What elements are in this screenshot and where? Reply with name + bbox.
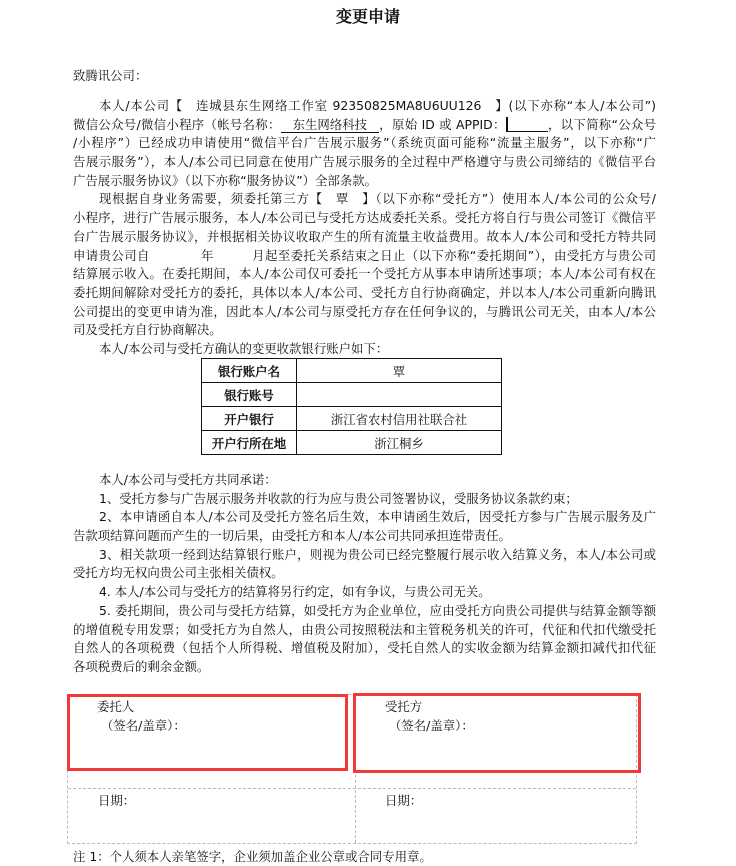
- agent-label: 受托方: [385, 699, 423, 714]
- commitment-line: 4. 本人/本公司与受托方的结算将另行约定，如有争议，与贵公司无关。: [99, 584, 491, 600]
- p2-line: 委托期间解除对受托方的委托，具体以本人/本公司、受托方自行协商确定，并以本人/本公司重新向腾讯: [73, 284, 656, 300]
- table-row: [202, 359, 502, 383]
- p2-line: 小程序，进行广告展示服务，本人/本公司已与受托方达成委托关系。受托方将自行与贵公司签订《微信平: [73, 210, 656, 226]
- p2-line: 现根据自身业务需要，须委托第三方【 覃 】（以下亦称“受托方”）使用本人/本公司的公众号/: [99, 191, 656, 207]
- commitment-line: 2、本申请函自本人/本公司及受托方签名后生效，本申请函生效后，因受托方参与广告展示服务及广: [99, 509, 656, 525]
- p2-line: 司及受托方自行协商解决。: [73, 322, 222, 338]
- commitment-line: 本人/本公司与受托方共同承诺：: [99, 472, 277, 487]
- appid-field[interactable]: [506, 117, 548, 132]
- footnote: 注 1：个人须本人亲笔签字，企业须加盖企业公章或合同专用章。: [73, 849, 432, 864]
- commitment-line: 3、相关款项一经到达结算银行账户，则视为贵公司已经完整履行展示收入结算义务，本人/本公司或: [99, 546, 656, 562]
- bank-intro: 本人/本公司与受托方确认的变更收款银行账户如下：: [99, 340, 389, 356]
- p2-line: 申请贵公司自 年 月起至委托关系结束之日止（以下亦称“委托期间”），由受托方与贵公司: [73, 247, 656, 263]
- salutation: 致腾讯公司：: [73, 68, 148, 83]
- agent-date-field[interactable]: 日期：: [385, 793, 423, 808]
- row-label: 银行账号: [202, 383, 297, 407]
- row-label: 开户行所在地: [202, 431, 297, 455]
- commitment-line: 受托方均无权向贵公司主张相关债权。: [73, 565, 284, 581]
- p1-line: 广告展示服务协议》（以下亦称“服务协议”）全部条款。: [73, 172, 378, 188]
- p2-line: 结算展示收入。在委托期间，本人/本公司仅可委托一个受托方从事本申请所述事项；本人/本公司有权在: [73, 266, 656, 282]
- p2-line: 公司提出的变更申请为准，因此本人/本公司与原受托方存在任何争议的，与腾讯公司无关，由本人/本公: [73, 303, 656, 319]
- p1-line: 告展示服务”），本人/本公司已同意在使用广告展示服务的全过程中严格遵守与贵公司缔结的《微信平台: [73, 154, 656, 170]
- commitment-line: 1、受托方参与广告展示服务并收款的行为应与贵公司签署协议，受服务协议条款约束；: [99, 490, 578, 506]
- principal-date-field[interactable]: 日期：: [98, 793, 136, 808]
- table-row: [202, 407, 502, 431]
- p1-line: 本人/本公司【 连城县东生网络工作室 92350825MA8U6UU126 】(以下亦称“本人/本公司”): [99, 98, 656, 113]
- commitment-line: 告款项结算问题而产生的一切后果，由受托方和本人/本公司共同承担连带责任。: [73, 528, 511, 544]
- commitment-line: 自然人的各项税费（包括个人所得税、增值税及附加），受托自然人的实收金额为结算金额扣减代扣代征: [73, 640, 656, 656]
- application-body: [73, 97, 656, 359]
- p1-line: 微信公众号/微信小程序（帐号名称： 东生网络科技 ，原始 ID 或 APPID： ，以下简称“公众号: [73, 116, 656, 132]
- grid-divider: [68, 788, 636, 789]
- table-row: [202, 383, 502, 407]
- principal-signature-field[interactable]: （签名/盖章）：: [101, 718, 186, 733]
- page-title: 变更申请: [335, 7, 400, 26]
- commitment-line: 5. 委托期间，贵公司与受托方结算，如受托方为企业单位，应由受托方向贵公司提供与结算金额等额: [99, 602, 656, 618]
- row-value: 浙江桐乡: [297, 431, 502, 455]
- commitment-line: 各项税费后的剩余金额。: [73, 658, 210, 674]
- row-value: 覃: [297, 359, 502, 383]
- commitment-line: 的增值税专用发票；如受托方为自然人，由贵公司按照税法和主管税务机关的许可，代征和代扣代缴受托: [73, 621, 656, 637]
- p2-line: 台广告展示服务协议》，并根据相关协议收取产生的所有流量主收益费用。故本人/本公司和受托方特共同: [73, 228, 656, 244]
- principal-label: 委托人: [97, 699, 135, 714]
- account-name: 东生网络科技: [281, 117, 379, 133]
- p1-line: /小程序”）已经成功申请使用“微信平台广告展示服务”（系统页面可能称“流量主服务”，以下亦称“广: [73, 135, 656, 151]
- row-value: 浙江省农村信用社联合社: [297, 407, 502, 431]
- bank-account-table: [201, 358, 502, 455]
- table-row: [202, 431, 502, 455]
- row-value: [297, 383, 502, 407]
- agent-signature-field[interactable]: （签名/盖章）：: [389, 718, 474, 733]
- row-label: 开户银行: [202, 407, 297, 431]
- row-label: 银行账户名: [202, 359, 297, 383]
- commitments: [73, 471, 656, 677]
